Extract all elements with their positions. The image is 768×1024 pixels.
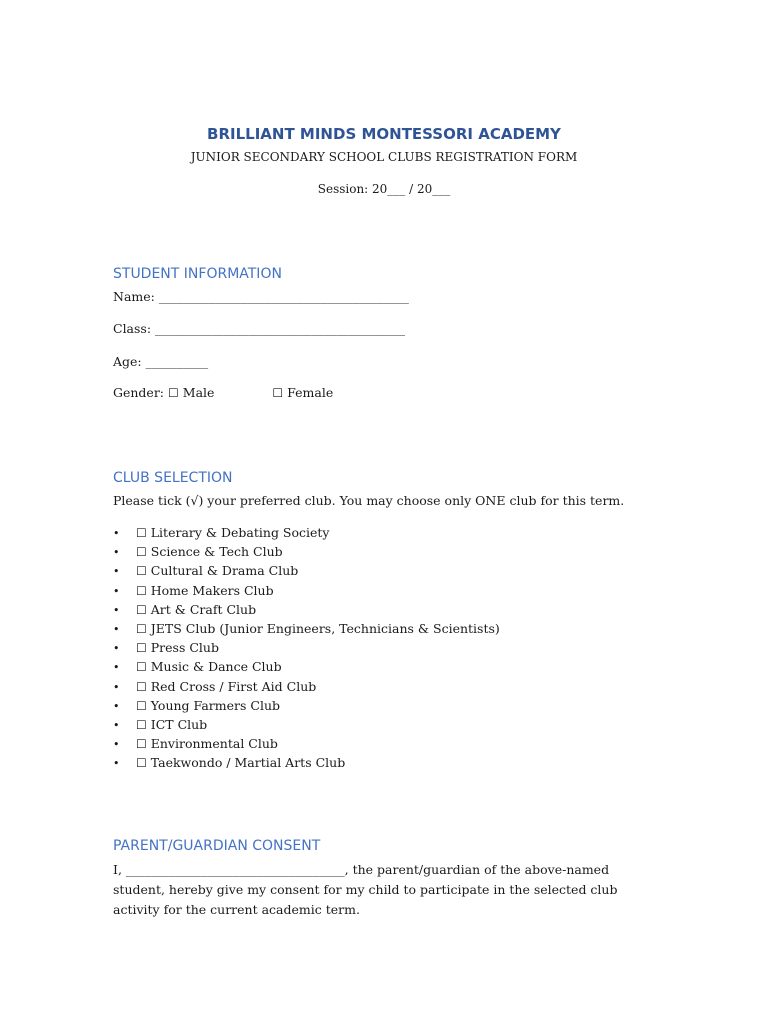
bullet: • (113, 527, 120, 540)
form-title: JUNIOR SECONDARY SCHOOL CLUBS REGISTRATION FORM (190, 150, 578, 164)
bullet: • (113, 603, 120, 617)
club-checkbox[interactable]: ☐ (136, 621, 147, 636)
club-instruction: Please tick (√) your preferred club. You may choose only ONE club for this term. (113, 493, 625, 508)
club-list (113, 523, 500, 772)
bullet: • (113, 757, 120, 771)
club-label: Cultural & Drama Club (150, 563, 299, 579)
club-item (113, 581, 500, 600)
club-label: ICT Club (150, 716, 208, 732)
bullet: • (113, 622, 120, 636)
club-checkbox[interactable]: ☐ (136, 583, 147, 598)
gender-row (113, 385, 333, 400)
club-checkbox[interactable]: ☐ (136, 660, 147, 675)
female-checkbox[interactable]: ☐ (272, 386, 284, 400)
club-checkbox[interactable]: ☐ (136, 602, 147, 617)
club-checkbox[interactable]: ☐ (136, 641, 147, 656)
consent-heading: PARENT/GUARDIAN CONSENT (113, 838, 321, 854)
club-item (113, 619, 500, 638)
bullet: • (113, 738, 120, 752)
club-item (113, 753, 500, 772)
club-checkbox[interactable]: ☐ (136, 756, 147, 771)
name-field[interactable]: Name: ________________________________________ (113, 289, 409, 304)
club-item (113, 696, 500, 715)
bullet: • (113, 642, 120, 656)
club-label: JETS Club (Junior Engineers, Technicians & Scientists) (150, 620, 500, 636)
female-label: Female (287, 385, 334, 400)
bullet: • (113, 718, 120, 732)
club-label: Young Farmers Club (150, 697, 280, 713)
club-selection-heading: CLUB SELECTION (113, 470, 233, 486)
club-checkbox[interactable]: ☐ (136, 545, 147, 560)
club-label: Art & Craft Club (150, 601, 257, 617)
school-name: BRILLIANT MINDS MONTESSORI ACADEMY (207, 125, 561, 143)
bullet: • (113, 565, 120, 579)
student-information-heading: STUDENT INFORMATION (113, 266, 282, 282)
bullet: • (113, 546, 120, 560)
club-label: Red Cross / First Aid Club (150, 678, 317, 694)
session-line: Session: 20___ / 20___ (317, 182, 451, 196)
bullet: • (113, 680, 120, 694)
age-field[interactable]: Age: __________ (113, 354, 209, 369)
bullet: • (113, 661, 120, 675)
club-label: Literary & Debating Society (150, 525, 330, 540)
club-checkbox[interactable]: ☐ (136, 679, 147, 694)
club-label: Environmental Club (150, 736, 278, 752)
club-label: Taekwondo / Martial Arts Club (150, 755, 346, 771)
club-label: Music & Dance Club (150, 659, 282, 675)
club-checkbox[interactable]: ☐ (136, 737, 147, 752)
club-item (113, 657, 500, 676)
club-checkbox[interactable]: ☐ (136, 564, 147, 579)
club-item (113, 561, 500, 580)
male-checkbox[interactable]: ☐ (168, 386, 179, 400)
club-label: Science & Tech Club (150, 544, 283, 560)
club-checkbox[interactable]: ☐ (136, 698, 147, 713)
bullet: • (113, 584, 120, 598)
club-item (113, 600, 500, 619)
bullet: • (113, 699, 120, 713)
consent-text: I, ___________________________________, the parent/guardian of the above-named student, hereby give my consent for my child to participate in the selected club activity for the current academic term. (113, 862, 618, 917)
club-item (113, 542, 500, 561)
club-label: Press Club (150, 640, 219, 656)
gender-label: Gender: (113, 385, 165, 400)
club-checkbox[interactable]: ☐ (136, 526, 147, 540)
club-item (113, 715, 500, 734)
male-label: Male (182, 385, 215, 400)
club-item (113, 677, 500, 696)
club-item (113, 523, 500, 542)
club-checkbox[interactable]: ☐ (136, 717, 147, 732)
club-label: Home Makers Club (150, 582, 274, 598)
club-item (113, 734, 500, 753)
class-field[interactable]: Class: ________________________________________ (113, 321, 406, 336)
club-item (113, 638, 500, 657)
